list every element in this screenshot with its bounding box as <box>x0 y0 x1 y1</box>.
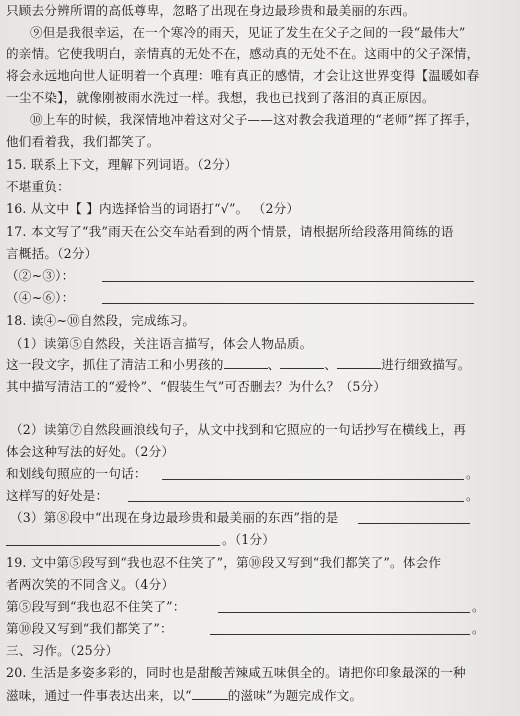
question-20-title: 20. 生活是多姿多彩的，同时也是甜酸苦辣咸五味俱全的。请把你印象最深的一种 <box>6 665 466 680</box>
question-18-1-ask: 其中描写清洁工的“爱怜”、“假装生气”可否删去？为什么？（5分） <box>6 379 387 394</box>
question-16: 16. 从文中【 】内选择恰当的词语打“√”。 （2分） <box>6 201 300 216</box>
answer-label-4-6: （④~⑥）： <box>6 290 75 305</box>
question-18-3-points: 。（1分） <box>222 532 276 547</box>
period: 。 <box>472 599 485 614</box>
answer-line-2-3[interactable] <box>102 281 474 282</box>
title-blank[interactable] <box>192 688 228 700</box>
blank-1[interactable] <box>224 357 268 369</box>
paragraph-9-start: ⑨但是我很幸运，在一个寒冷的雨天，见证了发生在父子之间的一段“最伟大” <box>30 25 466 40</box>
answer-label-p5: 第⑤段写到“我也忍不住笑了”： <box>6 599 186 614</box>
passage-line: 只顾去分辨所谓的高低尊卑，忽略了出现在身边最珍贵和最美丽的东西。 <box>6 3 416 18</box>
blank-3[interactable] <box>337 357 381 369</box>
answer-label-p10: 第⑩段又写到“我们都笑了”： <box>6 621 173 636</box>
passage-line: 他们看着我，我们都笑了。 <box>6 134 160 149</box>
echo-sentence-line[interactable] <box>162 479 464 480</box>
paragraph-10-start: ⑩上车的时候，我深情地冲着这对父子——这对教会我道理的“老师”挥了挥手， <box>30 112 479 127</box>
question-19-title-cont: 者两次笑的不同含义。（4分） <box>6 577 175 592</box>
question-18-3-line-b[interactable] <box>6 545 220 546</box>
question-18-2: （2）读第⑦自然段画浪线句子，从文中找到和它照应的一句话抄写在横线上，再 <box>10 422 466 437</box>
answer-line-4-6[interactable] <box>102 303 474 304</box>
passage-line: 一尘不染】，就像刚被雨水洗过一样。我想，我也已找到了落泪的真正原因。 <box>6 90 435 105</box>
period: 。 <box>466 466 479 481</box>
question-17-title: 17. 本文写了“我”雨天在公交车站看到的两个情景，请根据所给段落用简练的语 <box>6 224 454 239</box>
period: 。 <box>472 621 485 636</box>
echo-sentence-label: 和划线句照应的一句话： <box>6 466 147 481</box>
question-19-title: 19. 文中第⑤段写到“我也忍不住笑了”，第⑩段又写到“我们都笑了”。体会作 <box>6 555 442 570</box>
benefit-line[interactable] <box>128 501 464 502</box>
question-18-3-line-a[interactable] <box>358 523 470 524</box>
question-15-word: 不堪重负： <box>6 179 70 194</box>
answer-line-p5[interactable] <box>218 612 470 613</box>
question-17-title-cont: 言概括。（2分） <box>6 246 98 261</box>
section-3-title: 三、习作。（25分） <box>6 643 119 658</box>
period: 。 <box>466 488 479 503</box>
question-20-prompt: 滋味，通过一件事表达出来，以“ 的滋味”为题完成作文。 <box>6 688 363 703</box>
benefit-label: 这样写的好处是： <box>6 488 109 503</box>
blank-2[interactable] <box>280 357 324 369</box>
question-18-1-fill: 这一段文字，抓住了清洁工和小男孩的 、 、 进行细致描写。 <box>6 357 471 372</box>
question-18-2-cont: 体会这种写法的好处。（2分） <box>6 444 175 459</box>
passage-line: 的亲情。它使我明白，亲情真的无处不在，感动真的无处不在。这雨中的父子深情， <box>6 46 480 61</box>
answer-label-2-3: （②~③）： <box>6 268 75 283</box>
question-18-title: 18. 读④~⑩自然段，完成练习。 <box>6 313 196 328</box>
passage-line: 将会永远地向世人证明着一个真理：唯有真正的感情，才会让这世界变得【温暖如春 <box>6 68 480 83</box>
question-15-title: 15. 联系上下文，理解下列词语。（2分） <box>6 157 238 172</box>
answer-line-p10[interactable] <box>210 634 470 635</box>
question-18-1: （1）读第⑤自然段，关注语言描写，体会人物品质。 <box>10 336 313 351</box>
question-18-3: （3）第⑧段中“出现在身边最珍贵和最美丽的东西”指的是 <box>10 510 339 525</box>
